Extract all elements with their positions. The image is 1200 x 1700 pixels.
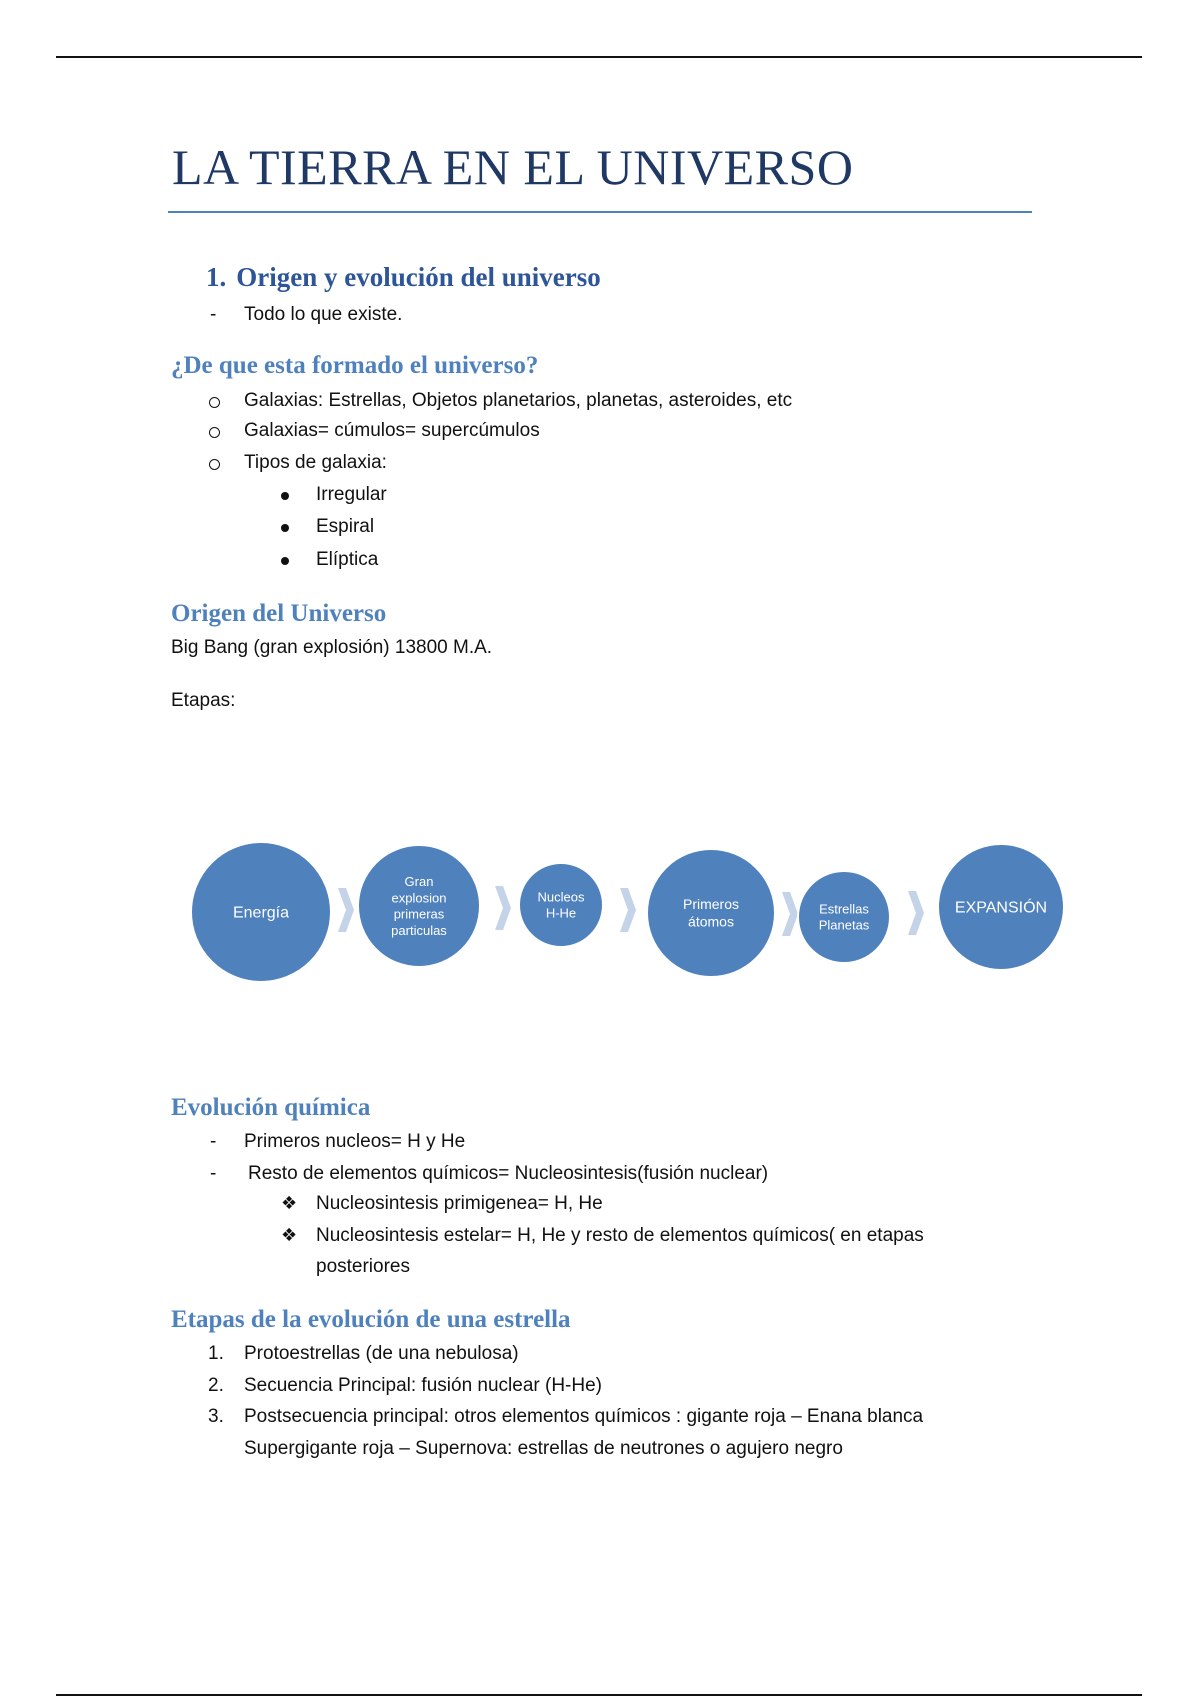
- etapa-label: Primeros: [682, 896, 740, 913]
- etapa-label: átomos: [688, 913, 734, 930]
- etapa-step: [191, 842, 331, 982]
- list-item: Galaxias= cúmulos= supercúmulos: [244, 420, 540, 441]
- bullet-dot: [281, 492, 289, 500]
- etapa-step: [519, 863, 603, 947]
- list-item: Secuencia Principal: fusión nuclear (H-He): [244, 1375, 602, 1396]
- chevron-arrow-icon: [620, 888, 636, 932]
- bullet-dot: [281, 557, 289, 565]
- page-title: LA TIERRA EN EL UNIVERSO: [172, 139, 854, 195]
- circle-bullet: [209, 397, 220, 408]
- top-rule: [56, 56, 1142, 58]
- circle-bullet: [209, 427, 220, 438]
- etapa-label: primeras: [393, 906, 445, 922]
- etapa-step: [938, 844, 1064, 970]
- list-item: Elíptica: [316, 549, 379, 570]
- etapa-label: Gran: [404, 874, 434, 890]
- list-item: Resto de elementos químicos= Nucleosintesis(fusión nuclear): [248, 1163, 769, 1184]
- etapa-label: particulas: [391, 922, 447, 938]
- section-heading-origen-evolucion: [206, 262, 601, 293]
- list-item: Tipos de galaxia:: [244, 452, 387, 473]
- etapa-label: Planetas: [818, 917, 870, 933]
- section-number: 1.: [206, 262, 227, 292]
- etapa-label: EXPANSIÓN: [954, 899, 1048, 917]
- list-number: 1.: [208, 1343, 224, 1364]
- etapas-diagram-svg: [0, 820, 1200, 1000]
- circle-bullet: [209, 459, 220, 470]
- chevron-arrow-icon: [338, 888, 354, 932]
- list-item: Nucleosintesis estelar= H, He y resto de elementos químicos( en etapas: [316, 1225, 924, 1246]
- chevron-arrow-icon: [782, 892, 798, 936]
- diamond-bullet-icon: ❖: [281, 1193, 298, 1213]
- etapas-label: Etapas:: [171, 690, 236, 711]
- list-item-continuation: Supergigante roja – Supernova: estrellas de neutrones o agujero negro: [244, 1438, 843, 1459]
- heading-origen: Origen del Universo: [171, 600, 387, 627]
- heading-quimica: Evolución química: [171, 1094, 371, 1121]
- etapa-label: H-He: [545, 905, 577, 921]
- list-item: Espiral: [316, 516, 375, 537]
- list-item: Galaxias: Estrellas, Objetos planetarios, planetas, asteroides, etc: [244, 390, 793, 411]
- list-number: 2.: [208, 1375, 224, 1396]
- chevron-arrow-icon: [908, 891, 924, 935]
- dash-bullet: -: [210, 304, 217, 325]
- etapa-step: [358, 845, 480, 967]
- bottom-rule: [56, 1694, 1142, 1696]
- list-item: Nucleosintesis primigenea= H, He: [316, 1193, 603, 1214]
- list-item: Todo lo que existe.: [244, 304, 403, 325]
- diamond-bullet-icon: ❖: [281, 1225, 298, 1245]
- etapa-label: Energía: [232, 904, 290, 922]
- list-item: Primeros nucleos= H y He: [244, 1131, 466, 1152]
- dash-bullet: -: [210, 1163, 217, 1184]
- etapa-label: Nucleos: [537, 889, 585, 905]
- heading-formado: ¿De que esta formado el universo?: [171, 352, 539, 379]
- origen-text: Big Bang (gran explosión) 13800 M.A.: [171, 637, 493, 658]
- etapa-label: Estrellas: [819, 901, 869, 917]
- list-item-continuation: posteriores: [316, 1256, 410, 1277]
- etapa-step: [647, 849, 775, 977]
- title-underline: [168, 211, 1032, 213]
- list-item: Protoestrellas (de una nebulosa): [244, 1343, 519, 1364]
- bullet-dot: [281, 524, 289, 532]
- list-item: Postsecuencia principal: otros elementos químicos : gigante roja – Enana blanca: [244, 1406, 924, 1427]
- etapa-step: [798, 871, 890, 963]
- list-item: Irregular: [316, 484, 387, 505]
- etapa-label: explosion: [391, 890, 447, 906]
- heading-estrella: Etapas de la evolución de una estrella: [171, 1306, 571, 1333]
- section-heading-text: Origen y evolución del universo: [236, 262, 601, 292]
- chevron-arrow-icon: [495, 886, 511, 930]
- list-number: 3.: [208, 1406, 224, 1427]
- dash-bullet: -: [210, 1131, 217, 1152]
- etapas-diagram: [0, 820, 1200, 1005]
